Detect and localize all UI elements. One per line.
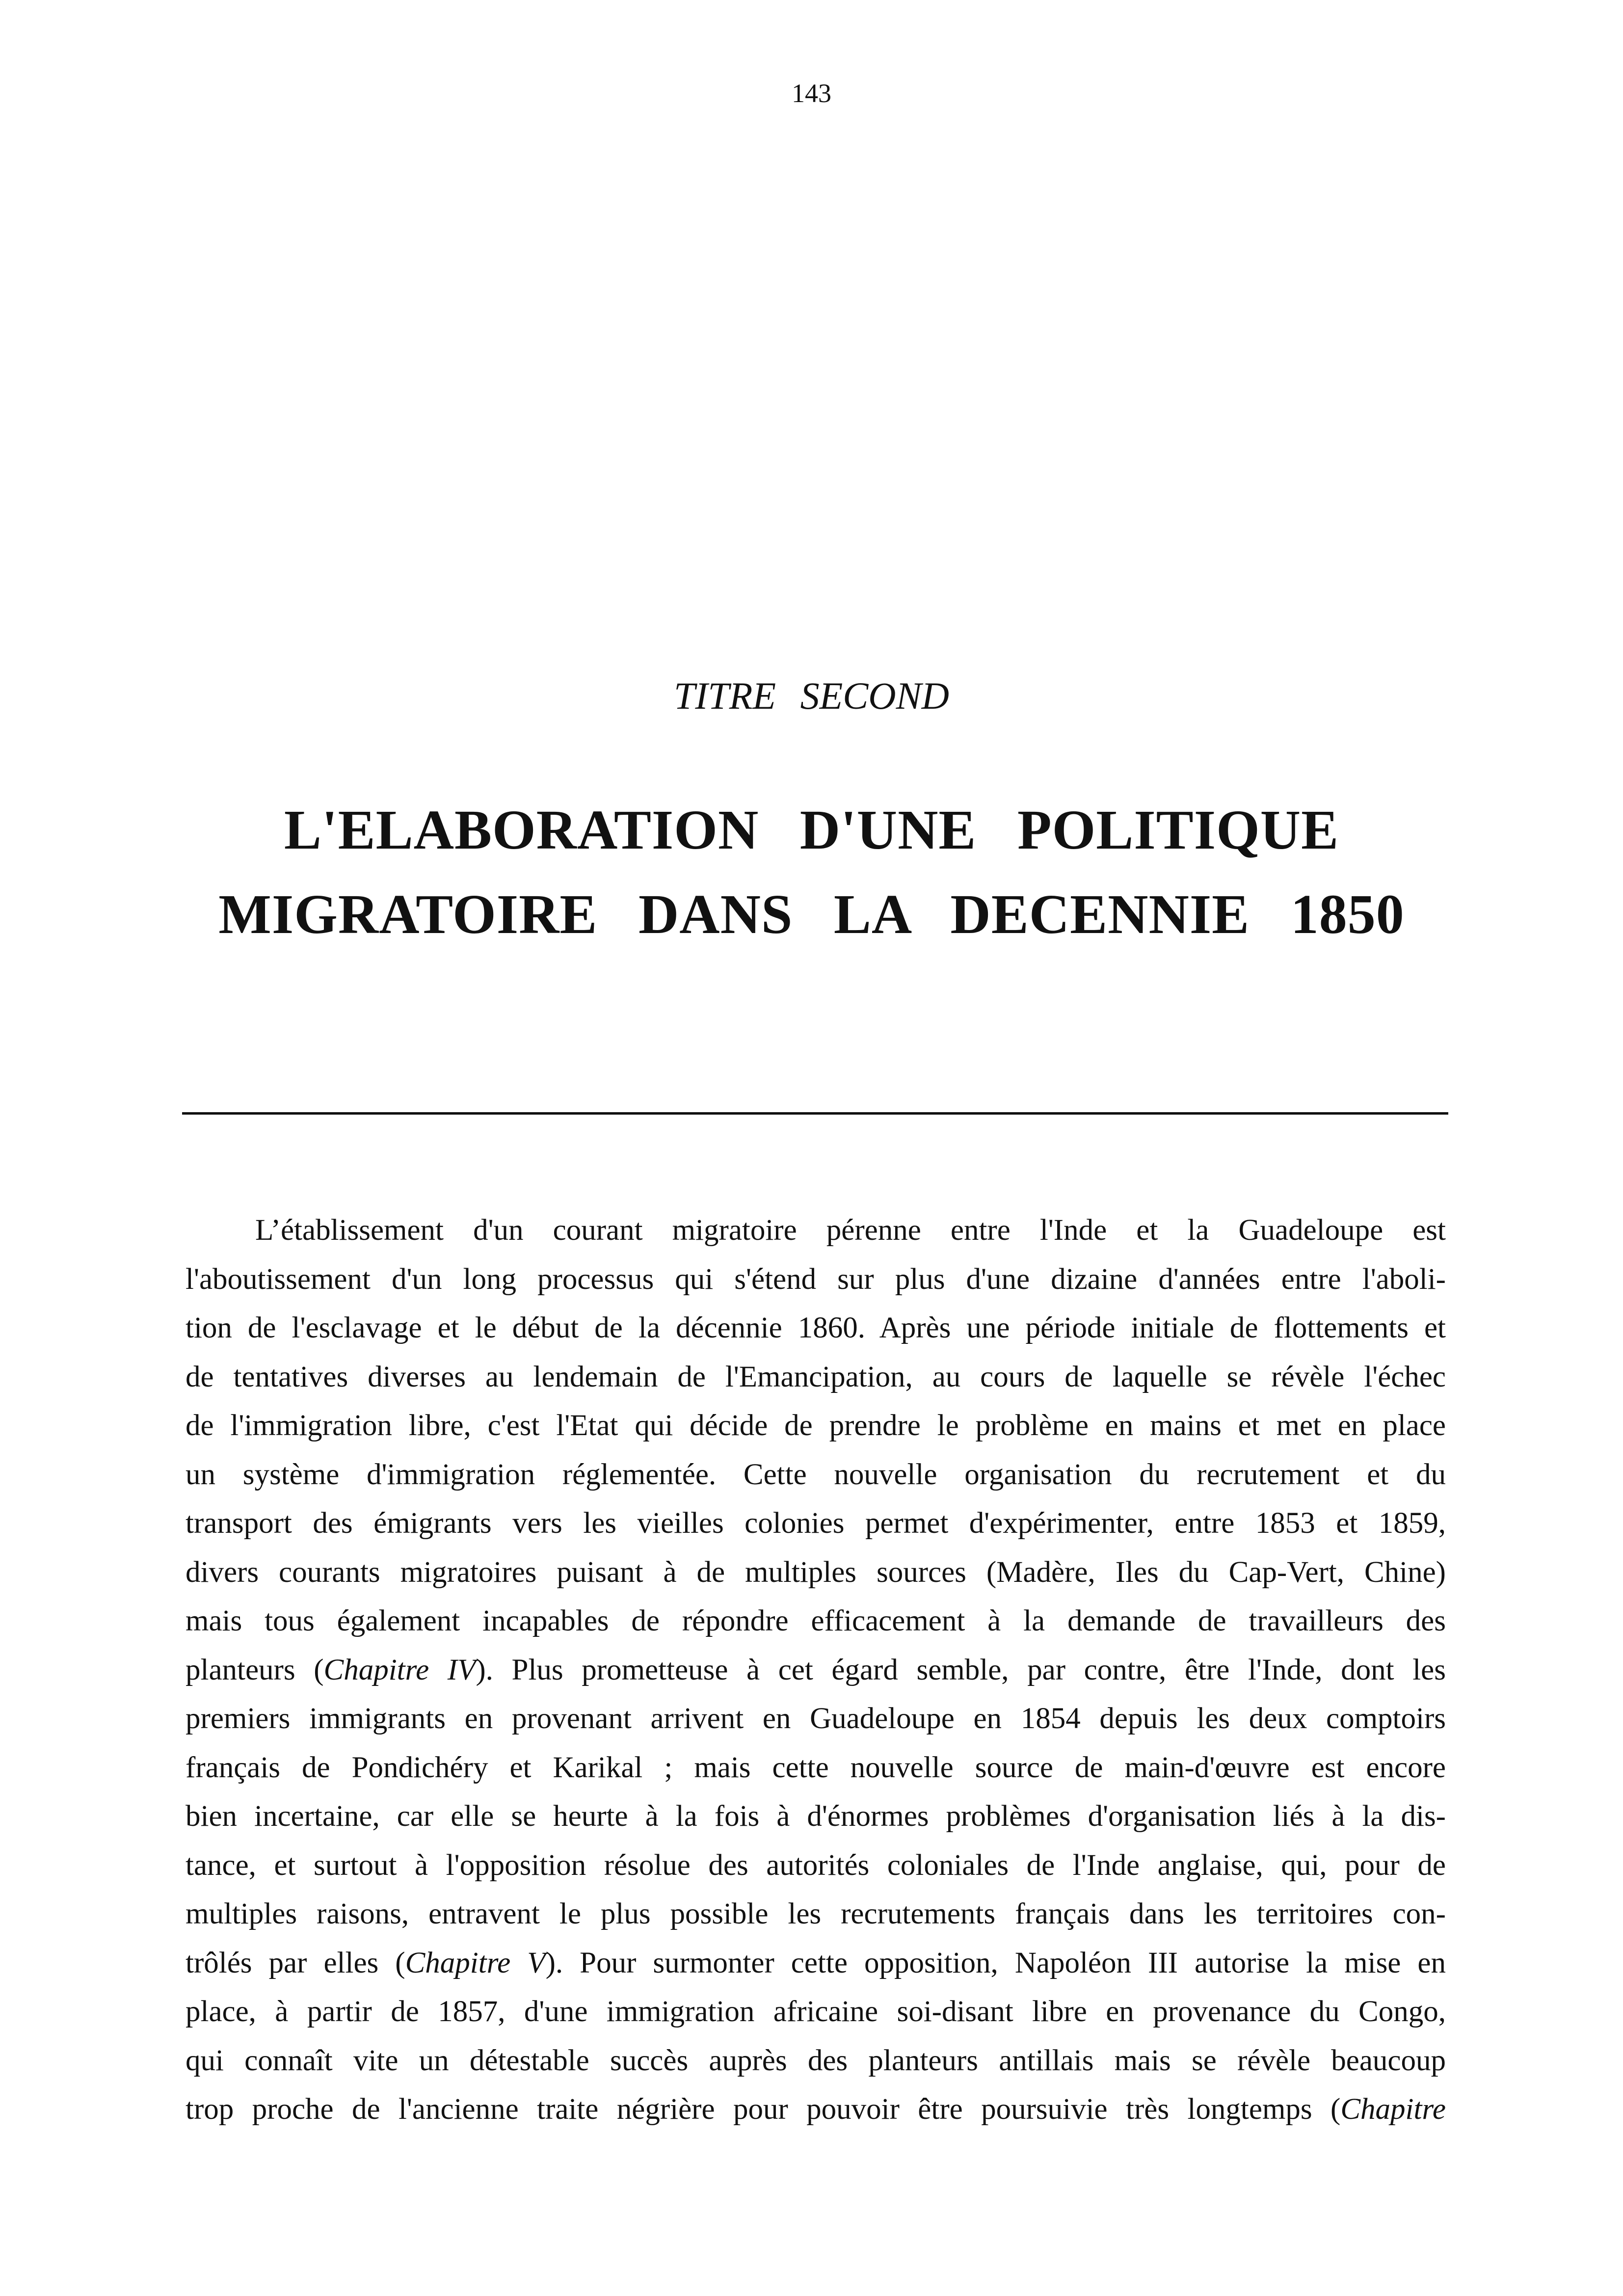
paragraph-line (186, 1987, 1446, 2036)
part-label: TITRE SECOND (674, 674, 949, 717)
paragraph-line (186, 2085, 1446, 2134)
chapter-title-line: MIGRATOIRE DANS LA DECENNIE 1850 (218, 883, 1405, 945)
paragraph-line (186, 1206, 1446, 1255)
text-run: trôlés par elles ( (186, 1946, 405, 1979)
text-run: multiples raisons, entravent le plus possible les recrutements français dans les territoires con- (186, 1897, 1446, 1930)
text-run: divers courants migratoires puisant à de multiples sources (Madère, Iles du Cap-Vert, Chine) (186, 1555, 1446, 1589)
text-run: premiers immigrants en provenant arrivent en Guadeloupe en 1854 depuis les deux comptoirs (186, 1702, 1446, 1735)
paragraph-line (186, 1548, 1446, 1597)
paragraph-line (186, 1939, 1446, 1988)
text-run: planteurs ( (186, 1653, 324, 1686)
text-run: de l'immigration libre, c'est l'Etat qui décide de prendre le problème en mains et met en place (186, 1409, 1446, 1442)
chapter-reference: Chapitre V (405, 1946, 546, 1979)
horizontal-rule (182, 1112, 1448, 1115)
paragraph-line (186, 1401, 1446, 1450)
paragraph-line (186, 2036, 1446, 2085)
chapter-title-line: L'ELABORATION D'UNE POLITIQUE (284, 799, 1339, 861)
paragraph-line (186, 1255, 1446, 1304)
paragraph-line (186, 1694, 1446, 1743)
paragraph-line (186, 1499, 1446, 1548)
text-run: bien incertaine, car elle se heurte à la fois à d'énormes problèmes d'organisation liés à la dis- (186, 1800, 1446, 1833)
paragraph-line (186, 1743, 1446, 1792)
paragraph-line (186, 1450, 1446, 1499)
paragraph-line (186, 1646, 1446, 1695)
paragraph-line (186, 1304, 1446, 1353)
paragraph-line (186, 1890, 1446, 1939)
text-run: qui connaît vite un détestable succès auprès des planteurs antillais mais se révèle beaucoup (186, 2044, 1446, 2077)
page-number: 143 (792, 79, 831, 108)
chapter-reference: Chapitre IV (323, 1653, 476, 1686)
text-run: français de Pondichéry et Karikal ; mais cette nouvelle source de main-d'œuvre est encore (186, 1751, 1446, 1784)
paragraph-line (186, 1597, 1446, 1646)
text-run: tion de l'esclavage et le début de la décennie 1860. Après une période initiale de flottements et (186, 1311, 1446, 1344)
paragraph-line (186, 1353, 1446, 1402)
text-run: mais tous également incapables de répondre efficacement à la demande de travailleurs des (186, 1604, 1446, 1637)
text-run: de tentatives diverses au lendemain de l'Emancipation, au cours de laquelle se révèle l'échec (186, 1360, 1446, 1393)
text-run: un système d'immigration réglementée. Cette nouvelle organisation du recrutement et du (186, 1458, 1446, 1491)
text-run: trop proche de l'ancienne traite négrière pour pouvoir être poursuivie très longtemps ( (186, 2093, 1341, 2126)
text-run: l'aboutissement d'un long processus qui s'étend sur plus d'une dizaine d'années entre l'aboli- (186, 1262, 1446, 1296)
text-run: L’établissement d'un courant migratoire pérenne entre l'Inde et la Guadeloupe est (255, 1214, 1446, 1247)
body-paragraph (186, 1206, 1446, 2134)
text-run: ). Pour surmonter cette opposition, Napoléon III autorise la mise en (545, 1946, 1446, 1979)
text-run: tance, et surtout à l'opposition résolue des autorités coloniales de l'Inde anglaise, qui, pour de (186, 1848, 1446, 1882)
text-run: ). Plus prometteuse à cet égard semble, par contre, être l'Inde, dont les (476, 1653, 1446, 1686)
text-run: transport des émigrants vers les vieilles colonies permet d'expérimenter, entre 1853 et 1859, (186, 1507, 1446, 1540)
paragraph-line (186, 1841, 1446, 1890)
paragraph-line (186, 1792, 1446, 1841)
chapter-title (0, 788, 1623, 957)
text-run: place, à partir de 1857, d'une immigration africaine soi-disant libre en provenance du Congo, (186, 1995, 1446, 2028)
chapter-reference: Chapitre (1340, 2093, 1446, 2126)
